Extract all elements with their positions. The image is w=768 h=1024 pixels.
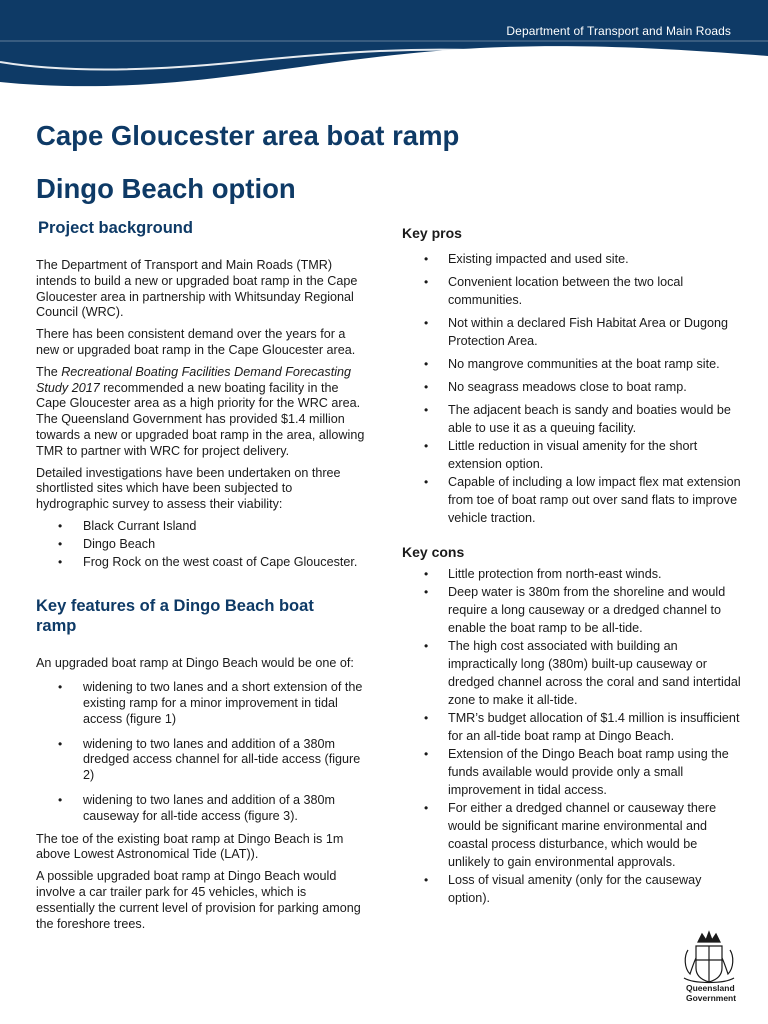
- study-text: recommended a new boating facility in the Cape Gloucester area as a high priority for the WRC area. The Queensland Government has provided $1.4 million towards a new or upgraded boat ramp in the area, allowing TMR to partner with WRC for project delivery.: [36, 380, 365, 458]
- list-item: • TMR’s budget allocation of $1.4 million is insufficient for an all-tide boat ramp at Dingo Beach.: [402, 709, 742, 745]
- page-header: [0, 0, 768, 92]
- study-prefix: The: [36, 364, 62, 379]
- list-item: • No seagrass meadows close to boat ramp.: [402, 378, 742, 396]
- paragraph-options-intro: An upgraded boat ramp at Dingo Beach would be one of:: [36, 656, 354, 671]
- list-item: • Dingo Beach: [36, 537, 368, 553]
- list-item: • The high cost associated with building an impractically long (380m) built-up causeway or dredged channel across the coral and sand intertidal zone to make it all-tide.: [402, 637, 742, 709]
- logo-line-government: Government: [686, 992, 737, 1003]
- paragraph-study: [36, 365, 368, 460]
- section-heading-project-background: Project background: [38, 219, 193, 237]
- list-item: • Existing impacted and used site.: [402, 250, 742, 268]
- paragraph-demand: There has been consistent demand over the years for a new or upgraded boat ramp in the Cape Gloucester area.: [36, 327, 356, 357]
- paragraph-intro: The Department of Transport and Main Roads (TMR) intends to build a new or upgraded boat ramp in the Cape Gloucester area in partnership with Whitsunday Regional Council (WRC).: [36, 258, 358, 320]
- section-heading-key-features: Key features of a Dingo Beach boat ramp: [36, 597, 314, 636]
- sites-list: [36, 519, 368, 570]
- cons-list: [402, 565, 742, 907]
- list-item: • The adjacent beach is sandy and boaties would be able to use it as a queuing facility.: [402, 401, 742, 437]
- list-item: • For either a dredged channel or causeway there would be significant marine environmental and coastal process disturbance, which would be unlikely to gain environmental approvals.: [402, 799, 742, 871]
- list-item: • Extension of the Dingo Beach boat ramp using the funds available would provide only a small improvement in tidal access.: [402, 745, 742, 799]
- header-wave-banner: [0, 0, 768, 92]
- page-subtitle: Dingo Beach option: [36, 173, 296, 204]
- options-list: [36, 680, 368, 824]
- list-item: • Not within a declared Fish Habitat Area or Dugong Protection Area.: [402, 314, 742, 350]
- list-item: • No mangrove communities at the boat ramp site.: [402, 355, 742, 373]
- list-item: • Black Currant Island: [36, 519, 368, 535]
- list-item: • widening to two lanes and addition of a 380m causeway for all-tide access (figure 3).: [36, 793, 368, 825]
- queensland-government-logo-text: [686, 984, 736, 1003]
- study-title: Recreational Boating Facilities Demand Forecasting Study 2017: [36, 364, 352, 395]
- left-column: [36, 218, 368, 938]
- section-heading-key-pros: Key pros: [402, 225, 462, 241]
- paragraph-toe: The toe of the existing boat ramp at Dingo Beach is 1m above Lowest Astronomical Tide (LAT)).: [36, 831, 344, 862]
- list-item: • Convenient location between the two local communities.: [402, 273, 742, 309]
- department-name: Department of Transport and Main Roads: [506, 24, 731, 38]
- right-column: [402, 224, 742, 907]
- list-item: • Frog Rock on the west coast of Cape Gloucester.: [36, 555, 368, 571]
- paragraph-trailer-park: A possible upgraded boat ramp at Dingo Beach would involve a car trailer park for 45 vehicles, which is essentially the current level of provision for parking among the foreshore trees.: [36, 869, 361, 931]
- list-item: • Little reduction in visual amenity for the short extension option.: [402, 437, 742, 473]
- list-item: • Capable of including a low impact flex mat extension from toe of boat ramp out over sand flats to improve vehicle traction.: [402, 473, 742, 527]
- pros-list: [402, 250, 742, 527]
- page-title: Cape Gloucester area boat ramp: [36, 120, 460, 151]
- list-item: • Loss of visual amenity (only for the causeway option).: [402, 871, 742, 907]
- list-item: • Little protection from north-east winds.: [402, 565, 742, 583]
- list-item: • Deep water is 380m from the shoreline and would require a long causeway or a dredged channel to enable the boat ramp to be all-tide.: [402, 583, 742, 637]
- logo-line-queensland: Queensland: [686, 983, 735, 993]
- section-heading-key-cons: Key cons: [402, 544, 465, 560]
- paragraph-investigations: Detailed investigations have been undertaken on three shortlisted sites which have been subjected to hydrographic survey to assess their viability:: [36, 465, 341, 512]
- list-item: • widening to two lanes and a short extension of the existing ramp for a minor improvement in tidal access (figure 1): [36, 680, 368, 727]
- list-item: • widening to two lanes and addition of a 380m dredged access channel for all-tide access (figure 2): [36, 737, 368, 784]
